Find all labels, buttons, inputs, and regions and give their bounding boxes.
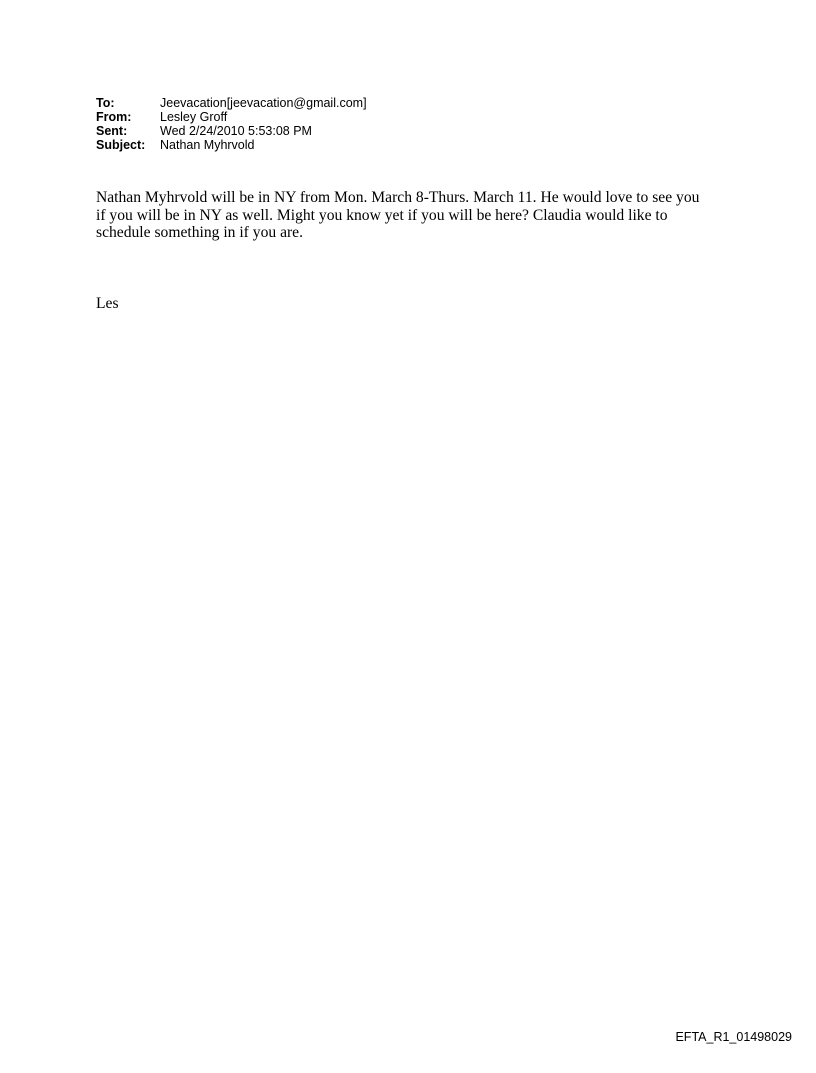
- sent-value: Wed 2/24/2010 5:53:08 PM: [160, 124, 312, 138]
- to-value: Jeevacation[jeevacation@gmail.com]: [160, 96, 367, 110]
- subject-label: Subject:: [96, 138, 146, 152]
- from-label: From:: [96, 110, 132, 124]
- to-label: To:: [96, 96, 115, 110]
- header-row-subject: [96, 138, 367, 152]
- header-row-from: [96, 110, 367, 124]
- body-line: Nathan Myhrvold will be in NY from Mon. March 8-Thurs. March 11. He would love to see you: [96, 189, 700, 206]
- email-signoff: Les: [96, 295, 119, 312]
- document-id: EFTA_R1_01498029: [675, 1030, 792, 1044]
- sent-label: Sent:: [96, 124, 128, 138]
- header-row-to: [96, 96, 367, 110]
- email-header: [96, 96, 367, 152]
- body-line: schedule something in if you are.: [96, 224, 303, 242]
- email-body: [96, 189, 736, 242]
- body-line: if you will be in NY as well. Might you know yet if you will be here? Claudia would like to: [96, 206, 668, 224]
- subject-value: Nathan Myhrvold: [160, 138, 255, 152]
- header-row-sent: [96, 124, 367, 138]
- from-value: Lesley Groff: [160, 110, 228, 124]
